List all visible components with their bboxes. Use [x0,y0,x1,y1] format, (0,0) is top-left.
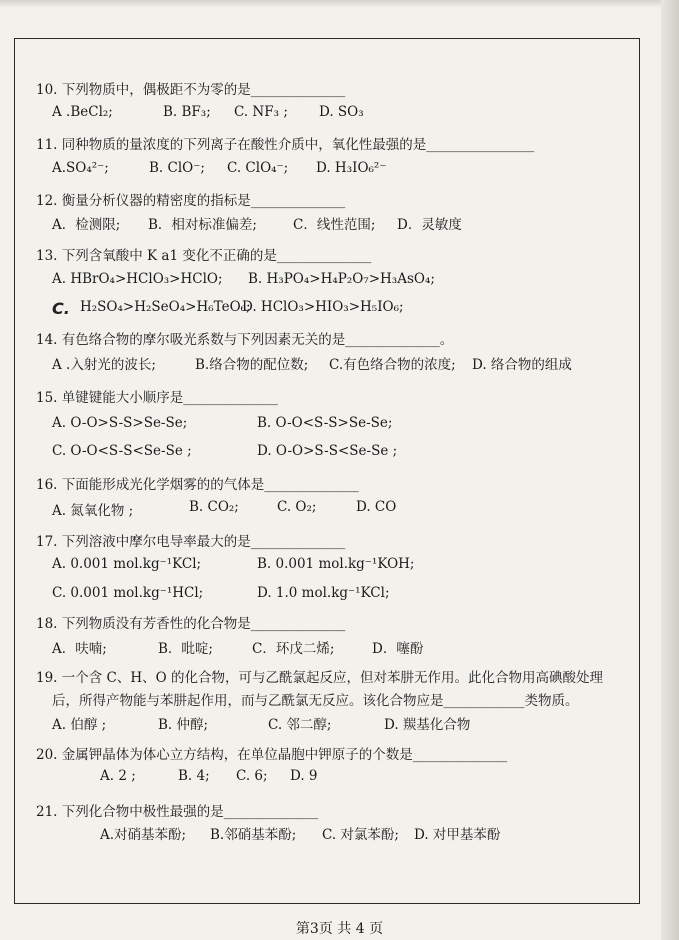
question-12-stem: 12. 衡量分析仪器的精密度的指标是______________ [36,193,346,209]
q21-option-a: A.对硝基苯酚; [100,827,187,843]
q12-option-b: B．相对标准偏差; [148,217,257,233]
question-21-stem: 21. 下列化合物中极性最强的是______________ [36,804,319,820]
q10-option-a: A .BeCl₂; [52,104,113,120]
q13-option-d: D. HClO₃>HIO₃>H₅IO₆; [242,299,404,315]
scan-top-shadow [0,0,679,8]
q20-option-c: C. 6; [236,768,268,784]
q11-option-d: D. H₃IO₆²⁻ [316,160,387,176]
q18-option-b: B．吡啶; [158,641,213,657]
q20-option-d: D. 9 [290,768,318,784]
handwritten-mark: C. [52,299,70,318]
q18-option-a: A．呋喃; [52,641,107,657]
q20-option-b: B. 4; [178,768,210,784]
q17-option-a: A. 0.001 mol.kg⁻¹KCl; [52,556,202,572]
q11-option-b: B. ClO⁻; [149,160,205,176]
question-15-stem: 15. 单键键能大小顺序是______________ [36,390,278,406]
q14-option-b: B.络合物的配位数; [195,357,309,373]
q17-option-b: B. 0.001 mol.kg⁻¹KOH; [257,556,415,572]
q15-option-c: C. O-O<S-S<Se-Se ; [52,443,192,459]
q14-option-d: D. 络合物的组成 [472,357,572,373]
q19-option-d: D. 羰基化合物 [384,717,471,733]
q16-option-d: D. CO [356,499,397,515]
q20-option-a: A. 2 ; [100,768,136,784]
question-13-stem: 13. 下列含氧酸中 K a1 变化不正确的是______________ [36,248,372,264]
q10-option-d: D. SO₃ [319,104,364,120]
q21-option-c: C. 对氯苯酚; [322,827,399,843]
question-18-stem: 18. 下列物质没有芳香性的化合物是______________ [36,616,346,632]
q12-option-a: A．检测限; [52,217,121,233]
question-11-stem: 11. 同种物质的量浓度的下列离子在酸性介质中，氧化性最强的是________________ [36,137,535,153]
q13-option-a: A. HBrO₄>HClO₃>HClO; [52,271,223,287]
q11-option-c: C. ClO₄⁻; [227,160,289,176]
question-20-stem: 20. 金属钾晶体为体心立方结构，在单位晶胞中钾原子的个数是______________ [36,747,508,763]
q12-option-c: C．线性范围; [293,217,376,233]
q18-option-c: C．环戊二烯; [252,641,335,657]
q18-option-d: D．噻酚 [372,641,424,657]
q15-option-d: D. O-O>S-S<Se-Se ; [257,443,398,459]
q13-option-c: H₂SO₄>H₂SeO₄>H₆TeO₆; [80,299,251,315]
question-16-stem: 16. 下面能形成光化学烟雾的的气体是______________ [36,477,359,493]
q12-option-d: D．灵敏度 [397,217,462,233]
q21-option-d: D. 对甲基苯酚 [414,827,501,843]
q10-option-c: C. NF₃ ; [234,104,288,120]
q19-option-b: B. 仲醇; [158,717,209,733]
page-number: 第3页 共 4 页 [295,921,384,937]
q14-option-c: C.有色络合物的浓度; [329,357,456,373]
q13-option-b: B. H₃PO₄>H₄P₂O₇>H₃AsO₄; [248,271,435,287]
q11-option-a: A.SO₄²⁻; [52,160,109,176]
q17-option-c: C. 0.001 mol.kg⁻¹HCl; [52,585,204,601]
question-19-stem-cont: 后，所得产物能与苯肼起作用，而与乙酰氯无反应。该化合物应是____________类物质。 [52,693,579,709]
q10-option-b: B. BF₃; [163,104,211,120]
q14-option-a: A .入射光的波长; [52,357,156,373]
q16-option-b: B. CO₂; [189,499,239,515]
q19-option-c: C. 邻二醇; [268,717,332,733]
q15-option-b: B. O-O<S-S>Se-Se; [257,415,393,431]
q15-option-a: A. O-O>S-S>Se-Se; [52,415,188,431]
scan-edge-shadow [661,0,679,940]
q16-option-c: C. O₂; [277,499,317,515]
q17-option-d: D. 1.0 mol.kg⁻¹KCl; [257,585,390,601]
question-14-stem: 14. 有色络合物的摩尔吸光系数与下列因素无关的是______________。 [36,332,454,348]
question-19-stem: 19. 一个含 C、H、O 的化合物，可与乙酰氯起反应，但对苯肼无作用。此化合物用高碘酸处理 [36,670,604,686]
question-10-stem: 10. 下列物质中，偶极距不为零的是______________ [36,82,346,98]
q19-option-a: A. 伯醇 ; [52,717,107,733]
q16-option-a: A. 氮氧化物 ; [52,503,134,519]
question-17-stem: 17. 下列溶液中摩尔电导率最大的是______________ [36,534,346,550]
q21-option-b: B.邻硝基苯酚; [210,827,297,843]
